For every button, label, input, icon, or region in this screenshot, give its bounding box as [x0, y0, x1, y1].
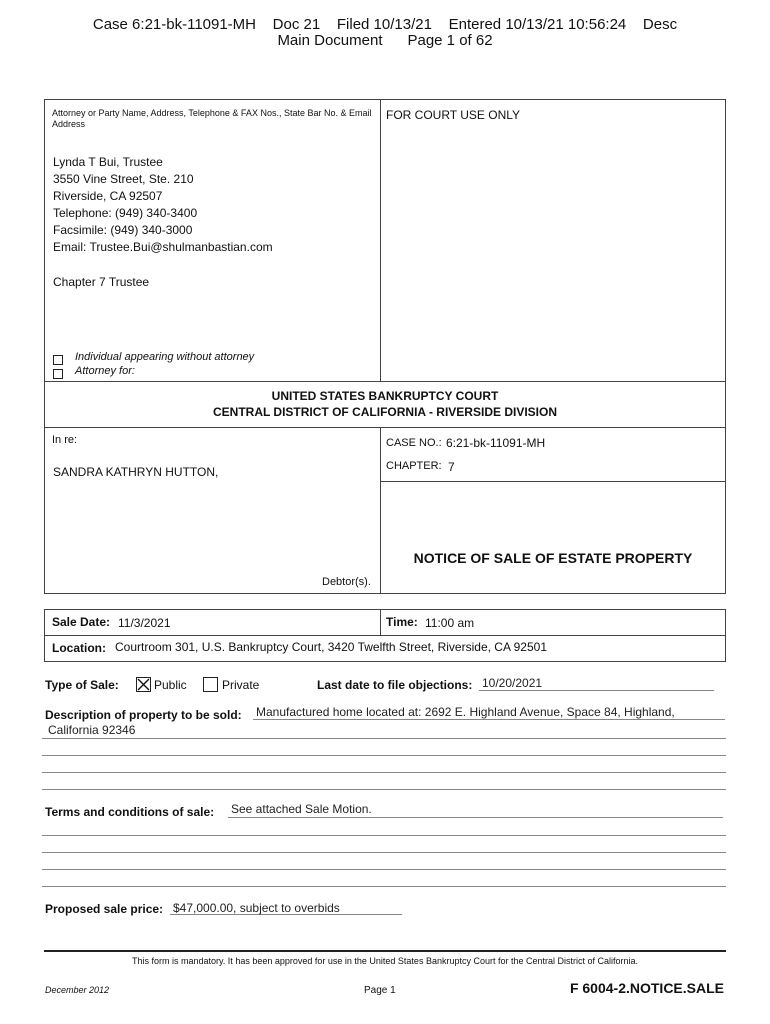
case-number: 6:21-bk-11091-MH: [446, 436, 546, 450]
form-id: F 6004-2.NOTICE.SALE: [569, 980, 724, 996]
notice-title: NOTICE OF SALE OF ESTATE PROPERTY: [413, 550, 693, 566]
sale-time: 11:00 am: [425, 616, 475, 630]
check-x-icon: [137, 678, 150, 691]
public-checkbox[interactable]: [136, 677, 151, 692]
description-label: Description of property to be sold:: [45, 708, 242, 722]
case-box: [44, 427, 726, 594]
public-label: Public: [154, 678, 187, 692]
private-label: Private: [222, 678, 260, 692]
description-line1: Manufactured home located at: 2692 E. Highland Avenue, Space 84, Highland,: [256, 705, 675, 719]
form-date: December 2012: [45, 985, 110, 995]
sale-location-label: Location:: [52, 641, 106, 655]
sale-date: 11/3/2021: [118, 616, 171, 630]
price-label: Proposed sale price:: [45, 902, 164, 916]
attorney-name: Lynda T Bui, Trustee: [53, 155, 163, 169]
debtor-label: Debtor(s).: [322, 576, 371, 588]
mandatory-note: This form is mandatory. It has been approved for use in the United States Bankruptcy Court for the Central District of California.: [131, 956, 639, 966]
in-re-label: In re:: [52, 434, 78, 446]
case-header-line2: Main Document Page 1 of 62: [277, 32, 493, 49]
terms-label: Terms and conditions of sale:: [45, 805, 215, 819]
attorney-label: Attorney or Party Name, Address, Telephone & FAX Nos., State Bar No. & Email Address: [52, 108, 372, 129]
chapter-number: 7: [448, 460, 455, 474]
court-district: CENTRAL DISTRICT OF CALIFORNIA - RIVERSIDE DIVISION: [212, 405, 557, 419]
private-checkbox[interactable]: [203, 677, 218, 692]
attorney-city: Riverside, CA 92507: [53, 189, 163, 203]
court-name: UNITED STATES BANKRUPTCY COURT: [271, 389, 499, 403]
chapter-label: CHAPTER:: [386, 460, 442, 472]
court-use-label: FOR COURT USE ONLY: [386, 108, 521, 122]
footer-rule: [44, 950, 726, 952]
debtor-name: SANDRA KATHRYN HUTTON,: [53, 465, 219, 479]
sale-time-label: Time:: [386, 615, 418, 629]
sale-location: Courtroom 301, U.S. Bankruptcy Court, 3420 Twelfth Street, Riverside, CA 92501: [115, 640, 547, 654]
page-number: Page 1: [364, 985, 396, 996]
attorney-for-label: Attorney for:: [75, 365, 135, 377]
terms-value: See attached Sale Motion.: [231, 802, 372, 816]
attorney-telephone: Telephone: (949) 340-3400: [53, 206, 198, 220]
attorney-street: 3550 Vine Street, Ste. 210: [53, 172, 194, 186]
individual-label: Individual appearing without attorney: [75, 351, 255, 363]
description-line2: California 92346: [48, 723, 136, 737]
sale-type-label: Type of Sale:: [45, 678, 119, 692]
case-no-label: CASE NO.:: [386, 437, 442, 449]
case-header-line1: Case 6:21-bk-11091-MH Doc 21 Filed 10/13/21 Entered 10/13/21 10:56:24 Desc: [92, 16, 678, 33]
objection-deadline: 10/20/2021: [482, 676, 543, 690]
objection-deadline-label: Last date to file objections:: [317, 678, 473, 692]
attorney-role: Chapter 7 Trustee: [53, 275, 150, 289]
attorney-email: Email: Trustee.Bui@shulmanbastian.com: [53, 240, 273, 254]
sale-date-label: Sale Date:: [52, 615, 111, 629]
price-value: $47,000.00, subject to overbids: [173, 901, 340, 915]
attorney-facsimile: Facsimile: (949) 340-3000: [53, 223, 193, 237]
